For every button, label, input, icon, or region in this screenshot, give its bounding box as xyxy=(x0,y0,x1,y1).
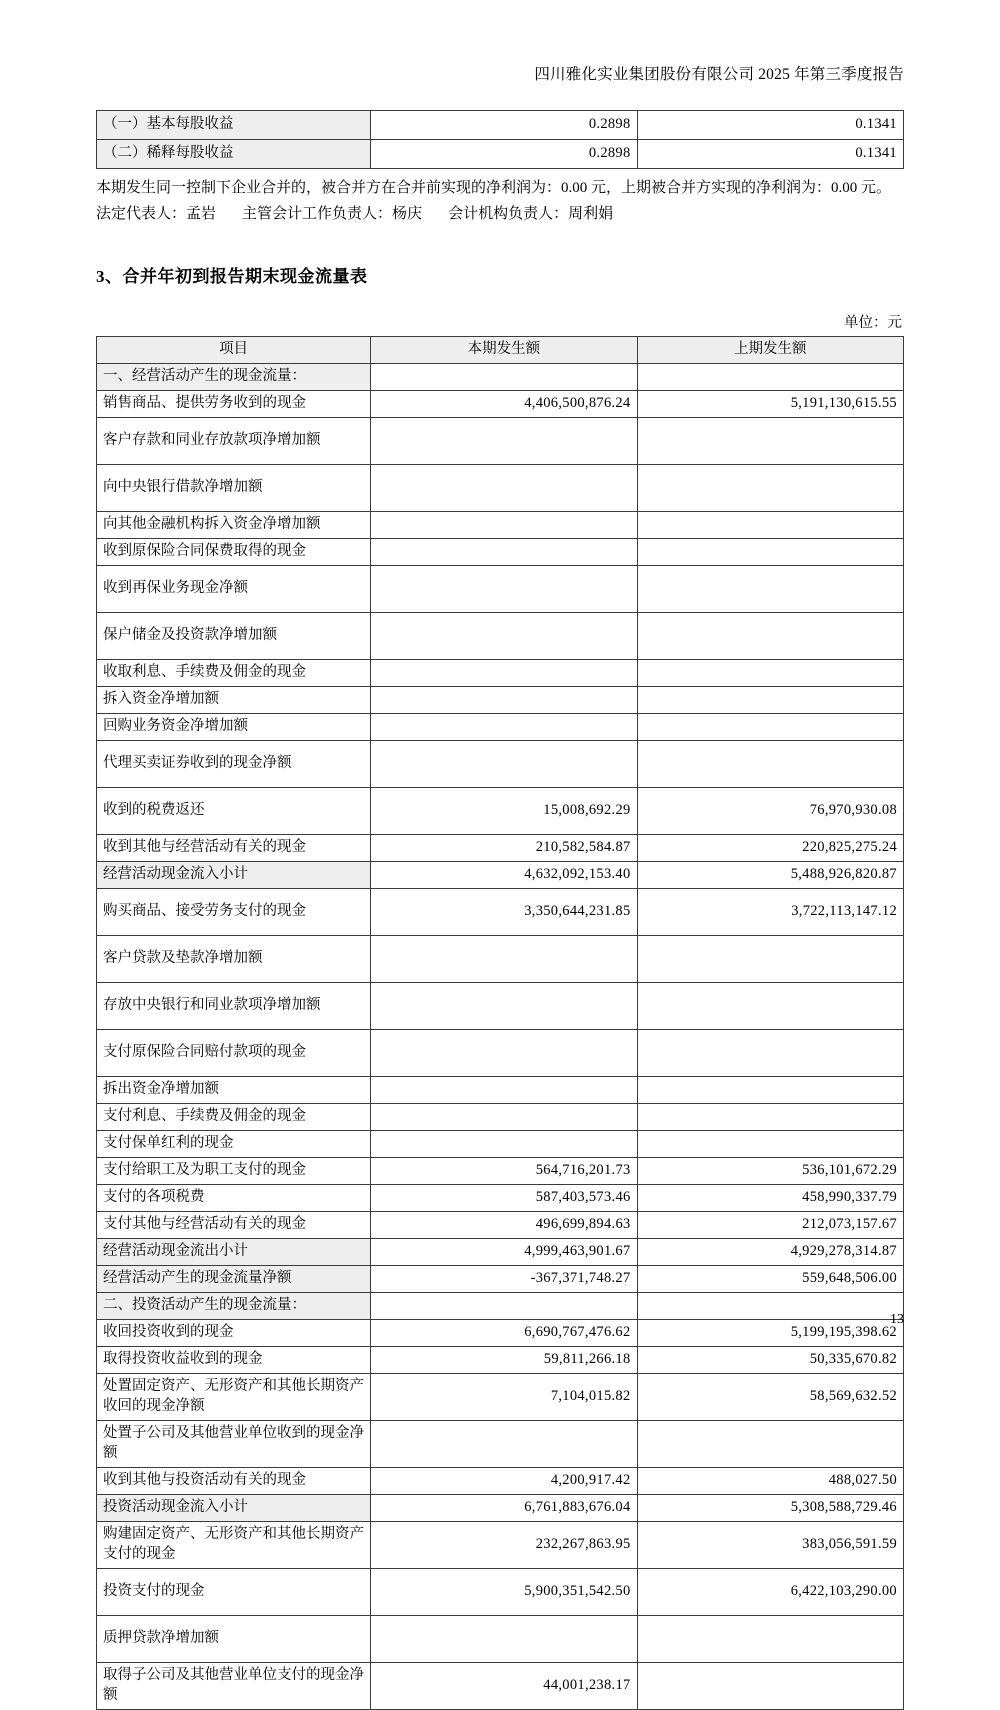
cash-flow-row-previous: 4,929,278,314.87 xyxy=(637,1238,903,1265)
cash-flow-row-label: 收到其他与投资活动有关的现金 xyxy=(97,1467,371,1494)
signature-line xyxy=(96,201,904,227)
cash-flow-row-previous: 5,308,588,729.46 xyxy=(637,1494,903,1521)
eps-table xyxy=(96,110,904,169)
column-header-item: 项目 xyxy=(97,336,371,363)
cash-flow-table-body xyxy=(97,363,904,1709)
table-row xyxy=(97,1029,904,1076)
cash-flow-row-current xyxy=(371,1103,637,1130)
cash-flow-row-label: 收到原保险合同保费取得的现金 xyxy=(97,538,371,565)
eps-row-current: 0.2898 xyxy=(371,111,637,140)
cash-flow-row-previous xyxy=(637,1292,903,1319)
cash-flow-row-label: 保户储金及投资款净增加额 xyxy=(97,612,371,659)
cash-flow-row-previous xyxy=(637,1615,903,1662)
cash-flow-row-label: 经营活动产生的现金流量净额 xyxy=(97,1265,371,1292)
cash-flow-row-previous xyxy=(637,1130,903,1157)
page-header: 四川雅化实业集团股份有限公司 2025 年第三季度报告 xyxy=(534,66,904,83)
cash-flow-row-previous: 6,422,103,290.00 xyxy=(637,1568,903,1615)
unit-label: 单位：元 xyxy=(844,314,902,331)
cash-flow-row-label: 收到再保业务现金净额 xyxy=(97,565,371,612)
cash-flow-row-label: 客户贷款及垫款净增加额 xyxy=(97,935,371,982)
cash-flow-row-previous xyxy=(637,1103,903,1130)
accounting-head-label: 主管会计工作负责人： xyxy=(242,206,393,223)
cash-flow-row-current: 587,403,573.46 xyxy=(371,1184,637,1211)
table-row xyxy=(97,834,904,861)
cash-flow-row-previous: 5,191,130,615.55 xyxy=(637,390,903,417)
merger-note: 本期发生同一控制下企业合并的，被合并方在合并前实现的净利润为：0.00 元，上期被合并方实现的净利润为：0.00 元。 xyxy=(96,180,892,196)
cash-flow-row-previous xyxy=(637,713,903,740)
cash-flow-row-previous xyxy=(637,363,903,390)
table-row xyxy=(97,787,904,834)
cash-flow-row-previous xyxy=(637,538,903,565)
cash-flow-row-current xyxy=(371,538,637,565)
table-row xyxy=(97,612,904,659)
table-row xyxy=(97,538,904,565)
table-header-row xyxy=(97,336,904,363)
cash-flow-row-current xyxy=(371,565,637,612)
table-row xyxy=(97,1292,904,1319)
cash-flow-row-current: 44,001,238.17 xyxy=(371,1662,637,1709)
table-row xyxy=(97,713,904,740)
cash-flow-row-current xyxy=(371,935,637,982)
table-row xyxy=(97,1238,904,1265)
cash-flow-row-previous: 76,970,930.08 xyxy=(637,787,903,834)
cash-flow-row-current xyxy=(371,659,637,686)
table-row xyxy=(97,140,904,169)
table-row xyxy=(97,1265,904,1292)
page-number: 13 xyxy=(890,1312,904,1327)
table-row xyxy=(97,1662,904,1709)
eps-row-previous: 0.1341 xyxy=(637,111,903,140)
cash-flow-row-current xyxy=(371,1130,637,1157)
cash-flow-row-previous xyxy=(637,1662,903,1709)
cash-flow-row-current: 4,200,917.42 xyxy=(371,1467,637,1494)
cash-flow-row-current xyxy=(371,982,637,1029)
accounting-org-name: 周利娟 xyxy=(568,206,614,223)
table-row xyxy=(97,1319,904,1346)
table-row xyxy=(97,1373,904,1420)
table-row xyxy=(97,1467,904,1494)
cash-flow-row-current xyxy=(371,1420,637,1467)
cash-flow-row-current xyxy=(371,464,637,511)
cash-flow-row-label: 向中央银行借款净增加额 xyxy=(97,464,371,511)
cash-flow-row-current xyxy=(371,713,637,740)
table-row xyxy=(97,861,904,888)
cash-flow-row-current xyxy=(371,612,637,659)
cash-flow-row-current xyxy=(371,1292,637,1319)
cash-flow-row-previous xyxy=(637,935,903,982)
table-row xyxy=(97,1494,904,1521)
cash-flow-row-previous xyxy=(637,740,903,787)
cash-flow-row-current: 496,699,894.63 xyxy=(371,1211,637,1238)
cash-flow-row-label: 收到其他与经营活动有关的现金 xyxy=(97,834,371,861)
cash-flow-row-label: 处置子公司及其他营业单位收到的现金净额 xyxy=(97,1420,371,1467)
table-row xyxy=(97,1568,904,1615)
page-content xyxy=(96,110,904,1710)
table-row xyxy=(97,1615,904,1662)
cash-flow-row-label: 支付其他与经营活动有关的现金 xyxy=(97,1211,371,1238)
cash-flow-row-label: 支付给职工及为职工支付的现金 xyxy=(97,1157,371,1184)
table-row xyxy=(97,1184,904,1211)
cash-flow-row-previous xyxy=(637,612,903,659)
cash-flow-row-label: 销售商品、提供劳务收到的现金 xyxy=(97,390,371,417)
table-row xyxy=(97,1157,904,1184)
cash-flow-row-current xyxy=(371,740,637,787)
cash-flow-row-current: 7,104,015.82 xyxy=(371,1373,637,1420)
cash-flow-row-label: 经营活动现金流出小计 xyxy=(97,1238,371,1265)
cash-flow-row-label: 购买商品、接受劳务支付的现金 xyxy=(97,888,371,935)
eps-row-current: 0.2898 xyxy=(371,140,637,169)
table-row xyxy=(97,1211,904,1238)
cash-flow-row-current: 4,999,463,901.67 xyxy=(371,1238,637,1265)
cash-flow-row-previous: 383,056,591.59 xyxy=(637,1521,903,1568)
cash-flow-row-previous xyxy=(637,511,903,538)
table-row xyxy=(97,1130,904,1157)
cash-flow-row-label: 代理买卖证券收到的现金净额 xyxy=(97,740,371,787)
cash-flow-row-previous xyxy=(637,565,903,612)
table-row xyxy=(97,1076,904,1103)
legal-rep-name: 孟岩 xyxy=(186,206,217,223)
table-row xyxy=(97,1521,904,1568)
table-row xyxy=(97,740,904,787)
cash-flow-row-previous: 536,101,672.29 xyxy=(637,1157,903,1184)
cash-flow-row-label: 回购业务资金净增加额 xyxy=(97,713,371,740)
cash-flow-row-current: 15,008,692.29 xyxy=(371,787,637,834)
cash-flow-row-previous: 58,569,632.52 xyxy=(637,1373,903,1420)
cash-flow-row-label: 支付的各项税费 xyxy=(97,1184,371,1211)
table-row xyxy=(97,686,904,713)
cash-flow-row-previous: 3,722,113,147.12 xyxy=(637,888,903,935)
cash-flow-row-previous xyxy=(637,686,903,713)
table-row xyxy=(97,111,904,140)
eps-table-body xyxy=(97,111,904,169)
table-row xyxy=(97,888,904,935)
cash-flow-row-previous: 50,335,670.82 xyxy=(637,1346,903,1373)
cash-flow-row-current xyxy=(371,1076,637,1103)
cash-flow-row-label: 购建固定资产、无形资产和其他长期资产支付的现金 xyxy=(97,1521,371,1568)
cash-flow-row-label: 拆出资金净增加额 xyxy=(97,1076,371,1103)
cash-flow-row-current xyxy=(371,686,637,713)
cash-flow-row-label: 向其他金融机构拆入资金净增加额 xyxy=(97,511,371,538)
cash-flow-row-label: 经营活动现金流入小计 xyxy=(97,861,371,888)
cash-flow-row-previous xyxy=(637,1029,903,1076)
cash-flow-row-label: 收回投资收到的现金 xyxy=(97,1319,371,1346)
cash-flow-row-current xyxy=(371,1029,637,1076)
table-row xyxy=(97,1103,904,1130)
cash-flow-row-current: 232,267,863.95 xyxy=(371,1521,637,1568)
cash-flow-row-label: 二、投资活动产生的现金流量： xyxy=(97,1292,371,1319)
cash-flow-row-current: 3,350,644,231.85 xyxy=(371,888,637,935)
cash-flow-row-current: 564,716,201.73 xyxy=(371,1157,637,1184)
cash-flow-table-head xyxy=(97,336,904,363)
cash-flow-row-previous xyxy=(637,464,903,511)
cash-flow-row-label: 支付保单红利的现金 xyxy=(97,1130,371,1157)
eps-row-previous: 0.1341 xyxy=(637,140,903,169)
eps-row-label: （一）基本每股收益 xyxy=(97,111,371,140)
cash-flow-table xyxy=(96,336,904,1710)
cash-flow-row-previous: 5,488,926,820.87 xyxy=(637,861,903,888)
cash-flow-row-current: 6,690,767,476.62 xyxy=(371,1319,637,1346)
cash-flow-row-previous xyxy=(637,982,903,1029)
cash-flow-row-current xyxy=(371,363,637,390)
cash-flow-row-previous: 220,825,275.24 xyxy=(637,834,903,861)
cash-flow-row-label: 收取利息、手续费及佣金的现金 xyxy=(97,659,371,686)
cash-flow-row-label: 存放中央银行和同业款项净增加额 xyxy=(97,982,371,1029)
cash-flow-row-previous: 559,648,506.00 xyxy=(637,1265,903,1292)
cash-flow-row-current xyxy=(371,511,637,538)
cash-flow-row-label: 取得投资收益收到的现金 xyxy=(97,1346,371,1373)
cash-flow-row-label: 拆入资金净增加额 xyxy=(97,686,371,713)
cash-flow-row-label: 取得子公司及其他营业单位支付的现金净额 xyxy=(97,1662,371,1709)
cash-flow-row-current: 59,811,266.18 xyxy=(371,1346,637,1373)
cash-flow-row-previous xyxy=(637,417,903,464)
cash-flow-row-label: 投资活动现金流入小计 xyxy=(97,1494,371,1521)
table-row xyxy=(97,659,904,686)
cash-flow-row-current: 4,632,092,153.40 xyxy=(371,861,637,888)
table-row xyxy=(97,390,904,417)
table-row xyxy=(97,1420,904,1467)
cash-flow-row-previous: 488,027.50 xyxy=(637,1467,903,1494)
cash-flow-row-previous xyxy=(637,659,903,686)
cash-flow-row-previous: 5,199,195,398.62 xyxy=(637,1319,903,1346)
table-row xyxy=(97,417,904,464)
cash-flow-row-current: 4,406,500,876.24 xyxy=(371,390,637,417)
cash-flow-row-current xyxy=(371,417,637,464)
cash-flow-row-label: 收到的税费返还 xyxy=(97,787,371,834)
table-row xyxy=(97,464,904,511)
cash-flow-row-previous xyxy=(637,1076,903,1103)
eps-row-label: （二）稀释每股收益 xyxy=(97,140,371,169)
accounting-head-name: 杨庆 xyxy=(392,206,423,223)
table-row xyxy=(97,511,904,538)
cash-flow-row-label: 处置固定资产、无形资产和其他长期资产收回的现金净额 xyxy=(97,1373,371,1420)
cash-flow-row-previous: 458,990,337.79 xyxy=(637,1184,903,1211)
cash-flow-row-label: 一、经营活动产生的现金流量： xyxy=(97,363,371,390)
table-row xyxy=(97,363,904,390)
cash-flow-row-previous: 212,073,157.67 xyxy=(637,1211,903,1238)
cash-flow-row-label: 支付原保险合同赔付款项的现金 xyxy=(97,1029,371,1076)
accounting-org-label: 会计机构负责人： xyxy=(448,206,569,223)
cash-flow-row-current: -367,371,748.27 xyxy=(371,1265,637,1292)
column-header-previous: 上期发生额 xyxy=(637,336,903,363)
legal-rep-label: 法定代表人： xyxy=(96,206,187,223)
cash-flow-row-previous xyxy=(637,1420,903,1467)
cash-flow-row-current: 6,761,883,676.04 xyxy=(371,1494,637,1521)
table-row xyxy=(97,935,904,982)
column-header-current: 本期发生额 xyxy=(371,336,637,363)
table-row xyxy=(97,982,904,1029)
cash-flow-row-label: 客户存款和同业存放款项净增加额 xyxy=(97,417,371,464)
cash-flow-row-label: 投资支付的现金 xyxy=(97,1568,371,1615)
table-row xyxy=(97,1346,904,1373)
cash-flow-row-current xyxy=(371,1615,637,1662)
cash-flow-row-current: 210,582,584.87 xyxy=(371,834,637,861)
cash-flow-row-current: 5,900,351,542.50 xyxy=(371,1568,637,1615)
cash-flow-row-label: 支付利息、手续费及佣金的现金 xyxy=(97,1103,371,1130)
table-row xyxy=(97,565,904,612)
cash-flow-row-label: 质押贷款净增加额 xyxy=(97,1615,371,1662)
section-title: 3、合并年初到报告期末现金流量表 xyxy=(96,266,368,286)
